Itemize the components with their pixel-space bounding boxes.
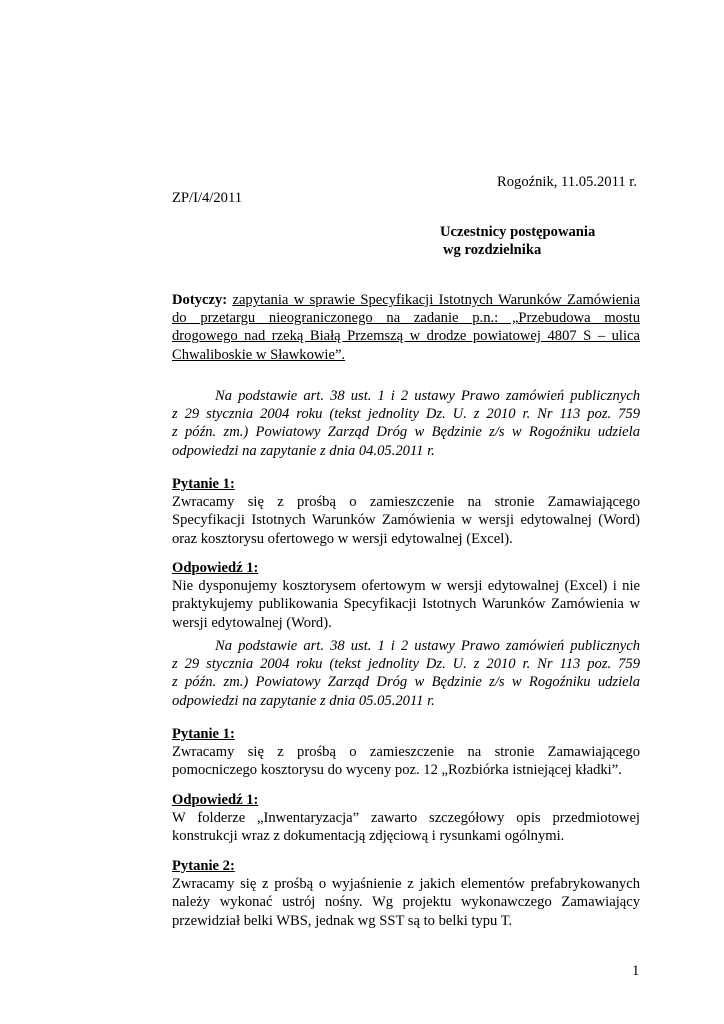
- subject-line: do przetargu nieograniczonego na zadanie p.n.: „Przebudowa mostu: [172, 310, 640, 327]
- answer-line: W folderze „Inwentaryzacja” zawarto szczegółowy opis przedmiotowej: [172, 810, 640, 827]
- intro-line: odpowiedzi na zapytanie z dnia 05.05.2011 r.: [172, 692, 435, 709]
- question-2: [172, 725, 640, 780]
- intro-line: Na podstawie art. 38 ust. 1 i 2 ustawy Prawo zamówień publicznych: [215, 638, 640, 654]
- answer-heading: Odpowiedź 1:: [172, 792, 259, 808]
- subject-line: zapytania w sprawie Specyfikacji Istotnych Warunków Zamówienia: [232, 292, 640, 308]
- question-3: [172, 857, 640, 930]
- recipient-line-2: wg rozdzielnika: [443, 242, 542, 258]
- answer-2: [172, 791, 640, 846]
- subject-line: Chwaliboskie w Sławkowie”.: [172, 346, 346, 363]
- question-heading: Pytanie 1:: [172, 726, 235, 742]
- question-line: przewidział belki WBS, jednak wg SST są to belki typu T.: [172, 912, 513, 929]
- answer-1: [172, 559, 640, 632]
- subject-block: [172, 291, 640, 364]
- intro-line: z późn. zm.) Powiatowy Zarząd Dróg w Będzinie z/s w Rogoźniku udziela: [172, 674, 640, 691]
- question-line: Zwracamy się z prośbą o zamieszczenie na stronie Zamawiającego: [172, 494, 640, 511]
- question-line: Zwracamy się z prośbą o wyjaśnienie z jakich elementów prefabrykowanych: [172, 876, 640, 893]
- intro-line: z 29 stycznia 2004 roku (tekst jednolity Dz. U. z 2010 r. Nr 113 poz. 759: [172, 406, 640, 423]
- answer-heading: Odpowiedź 1:: [172, 560, 259, 576]
- question-line: należy wykonać ustrój nośny. Wg projektu wykonawczego Zamawiający: [172, 894, 640, 911]
- answer-line: wersji edytowalnej (Word).: [172, 614, 332, 631]
- intro-line: z 29 stycznia 2004 roku (tekst jednolity Dz. U. z 2010 r. Nr 113 poz. 759: [172, 656, 640, 673]
- answer-line: konstrukcji wraz z dokumentacją zdjęciową i rysunkami ogólnymi.: [172, 828, 565, 845]
- intro-line: z późn. zm.) Powiatowy Zarząd Dróg w Będzinie z/s w Rogoźniku udziela: [172, 424, 640, 441]
- page-number: 1: [632, 963, 640, 979]
- question-line: oraz kosztorysu ofertowego w wersji edytowalnej (Excel).: [172, 530, 513, 547]
- reference-number: ZP/I/4/2011: [172, 190, 242, 206]
- intro-paragraph-2: [172, 637, 640, 710]
- question-1: [172, 475, 640, 548]
- question-line: pomocniczego kosztorysu do wyceny poz. 12 „Rozbiórka istniejącej kładki”.: [172, 762, 622, 779]
- answer-line: Nie dysponujemy kosztorysem ofertowym w wersji edytowalnej (Excel) i nie: [172, 578, 640, 595]
- recipient-line-1: Uczestnicy postępowania: [440, 224, 596, 240]
- subject-line: drogowego nad rzeką Białą Przemszą w drodze powiatowej 4807 S – ulica: [172, 328, 640, 345]
- answer-line: praktykujemy publikowania Specyfikacji Istotnych Warunków Zamówienia w: [172, 596, 640, 613]
- place-date: Rogoźnik, 11.05.2011 r.: [497, 174, 637, 190]
- intro-paragraph-1: [172, 387, 640, 460]
- question-line: Zwracamy się z prośbą o zamieszczenie na stronie Zamawiającego: [172, 744, 640, 761]
- question-heading: Pytanie 1:: [172, 476, 235, 492]
- question-line: Specyfikacji Istotnych Warunków Zamówienia w wersji edytowalnej (Word): [172, 512, 640, 529]
- subject-label: Dotyczy:: [172, 292, 228, 308]
- intro-line: odpowiedzi na zapytanie z dnia 04.05.2011 r.: [172, 442, 435, 459]
- intro-line: Na podstawie art. 38 ust. 1 i 2 ustawy Prawo zamówień publicznych: [215, 388, 640, 404]
- question-heading: Pytanie 2:: [172, 858, 235, 874]
